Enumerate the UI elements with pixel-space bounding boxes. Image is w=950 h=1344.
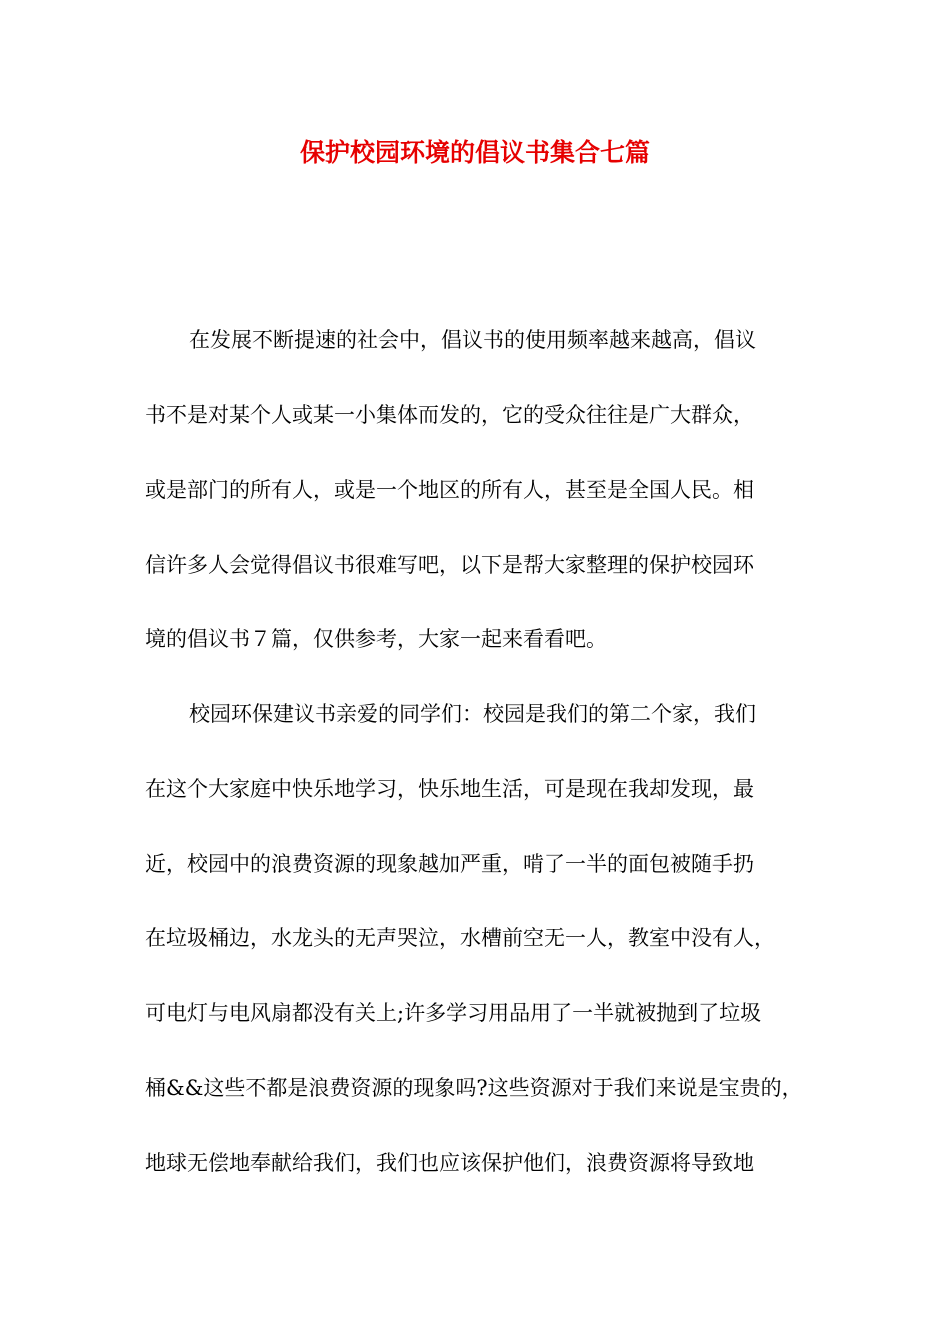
paragraph-2-line-4: 在垃圾桶边，水龙头的无声哭泣，水槽前空无一人，教室中没有人，	[145, 926, 775, 950]
paragraph-2-line-6: 桶&&这些不都是浪费资源的现象吗?这些资源对于我们来说是宝贵的，	[145, 1076, 803, 1100]
paragraph-1-line-4: 信许多人会觉得倡议书很难写吧，以下是帮大家整理的保护校园环	[145, 553, 754, 577]
paragraph-2-line-5: 可电灯与电风扇都没有关上;许多学习用品用了一半就被抛到了垃圾	[145, 1001, 762, 1025]
paragraph-2-line-3: 近，校园中的浪费资源的现象越加严重，啃了一半的面包被随手扔	[145, 852, 754, 876]
paragraph-1-line-2: 书不是对某个人或某一小集体而发的，它的受众往往是广大群众，	[145, 403, 754, 427]
paragraph-2-line-7: 地球无偿地奉献给我们，我们也应该保护他们，浪费资源将导致地	[145, 1151, 754, 1175]
paragraph-2-line-1: 校园环保建议书亲爱的同学们：校园是我们的第二个家，我们	[189, 702, 756, 726]
paragraph-2-line-2: 在这个大家庭中快乐地学习，快乐地生活，可是现在我却发现，最	[145, 777, 754, 801]
paragraph-1-line-5: 境的倡议书７篇，仅供参考，大家一起来看看吧。	[145, 627, 607, 651]
paragraph-1-line-3: 或是部门的所有人，或是一个地区的所有人，甚至是全国人民。相	[145, 478, 754, 502]
paragraph-1-line-1: 在发展不断提速的社会中，倡议书的使用频率越来越高，倡议	[189, 328, 756, 352]
document-title: 保护校园环境的倡议书集合七篇	[299, 138, 650, 167]
